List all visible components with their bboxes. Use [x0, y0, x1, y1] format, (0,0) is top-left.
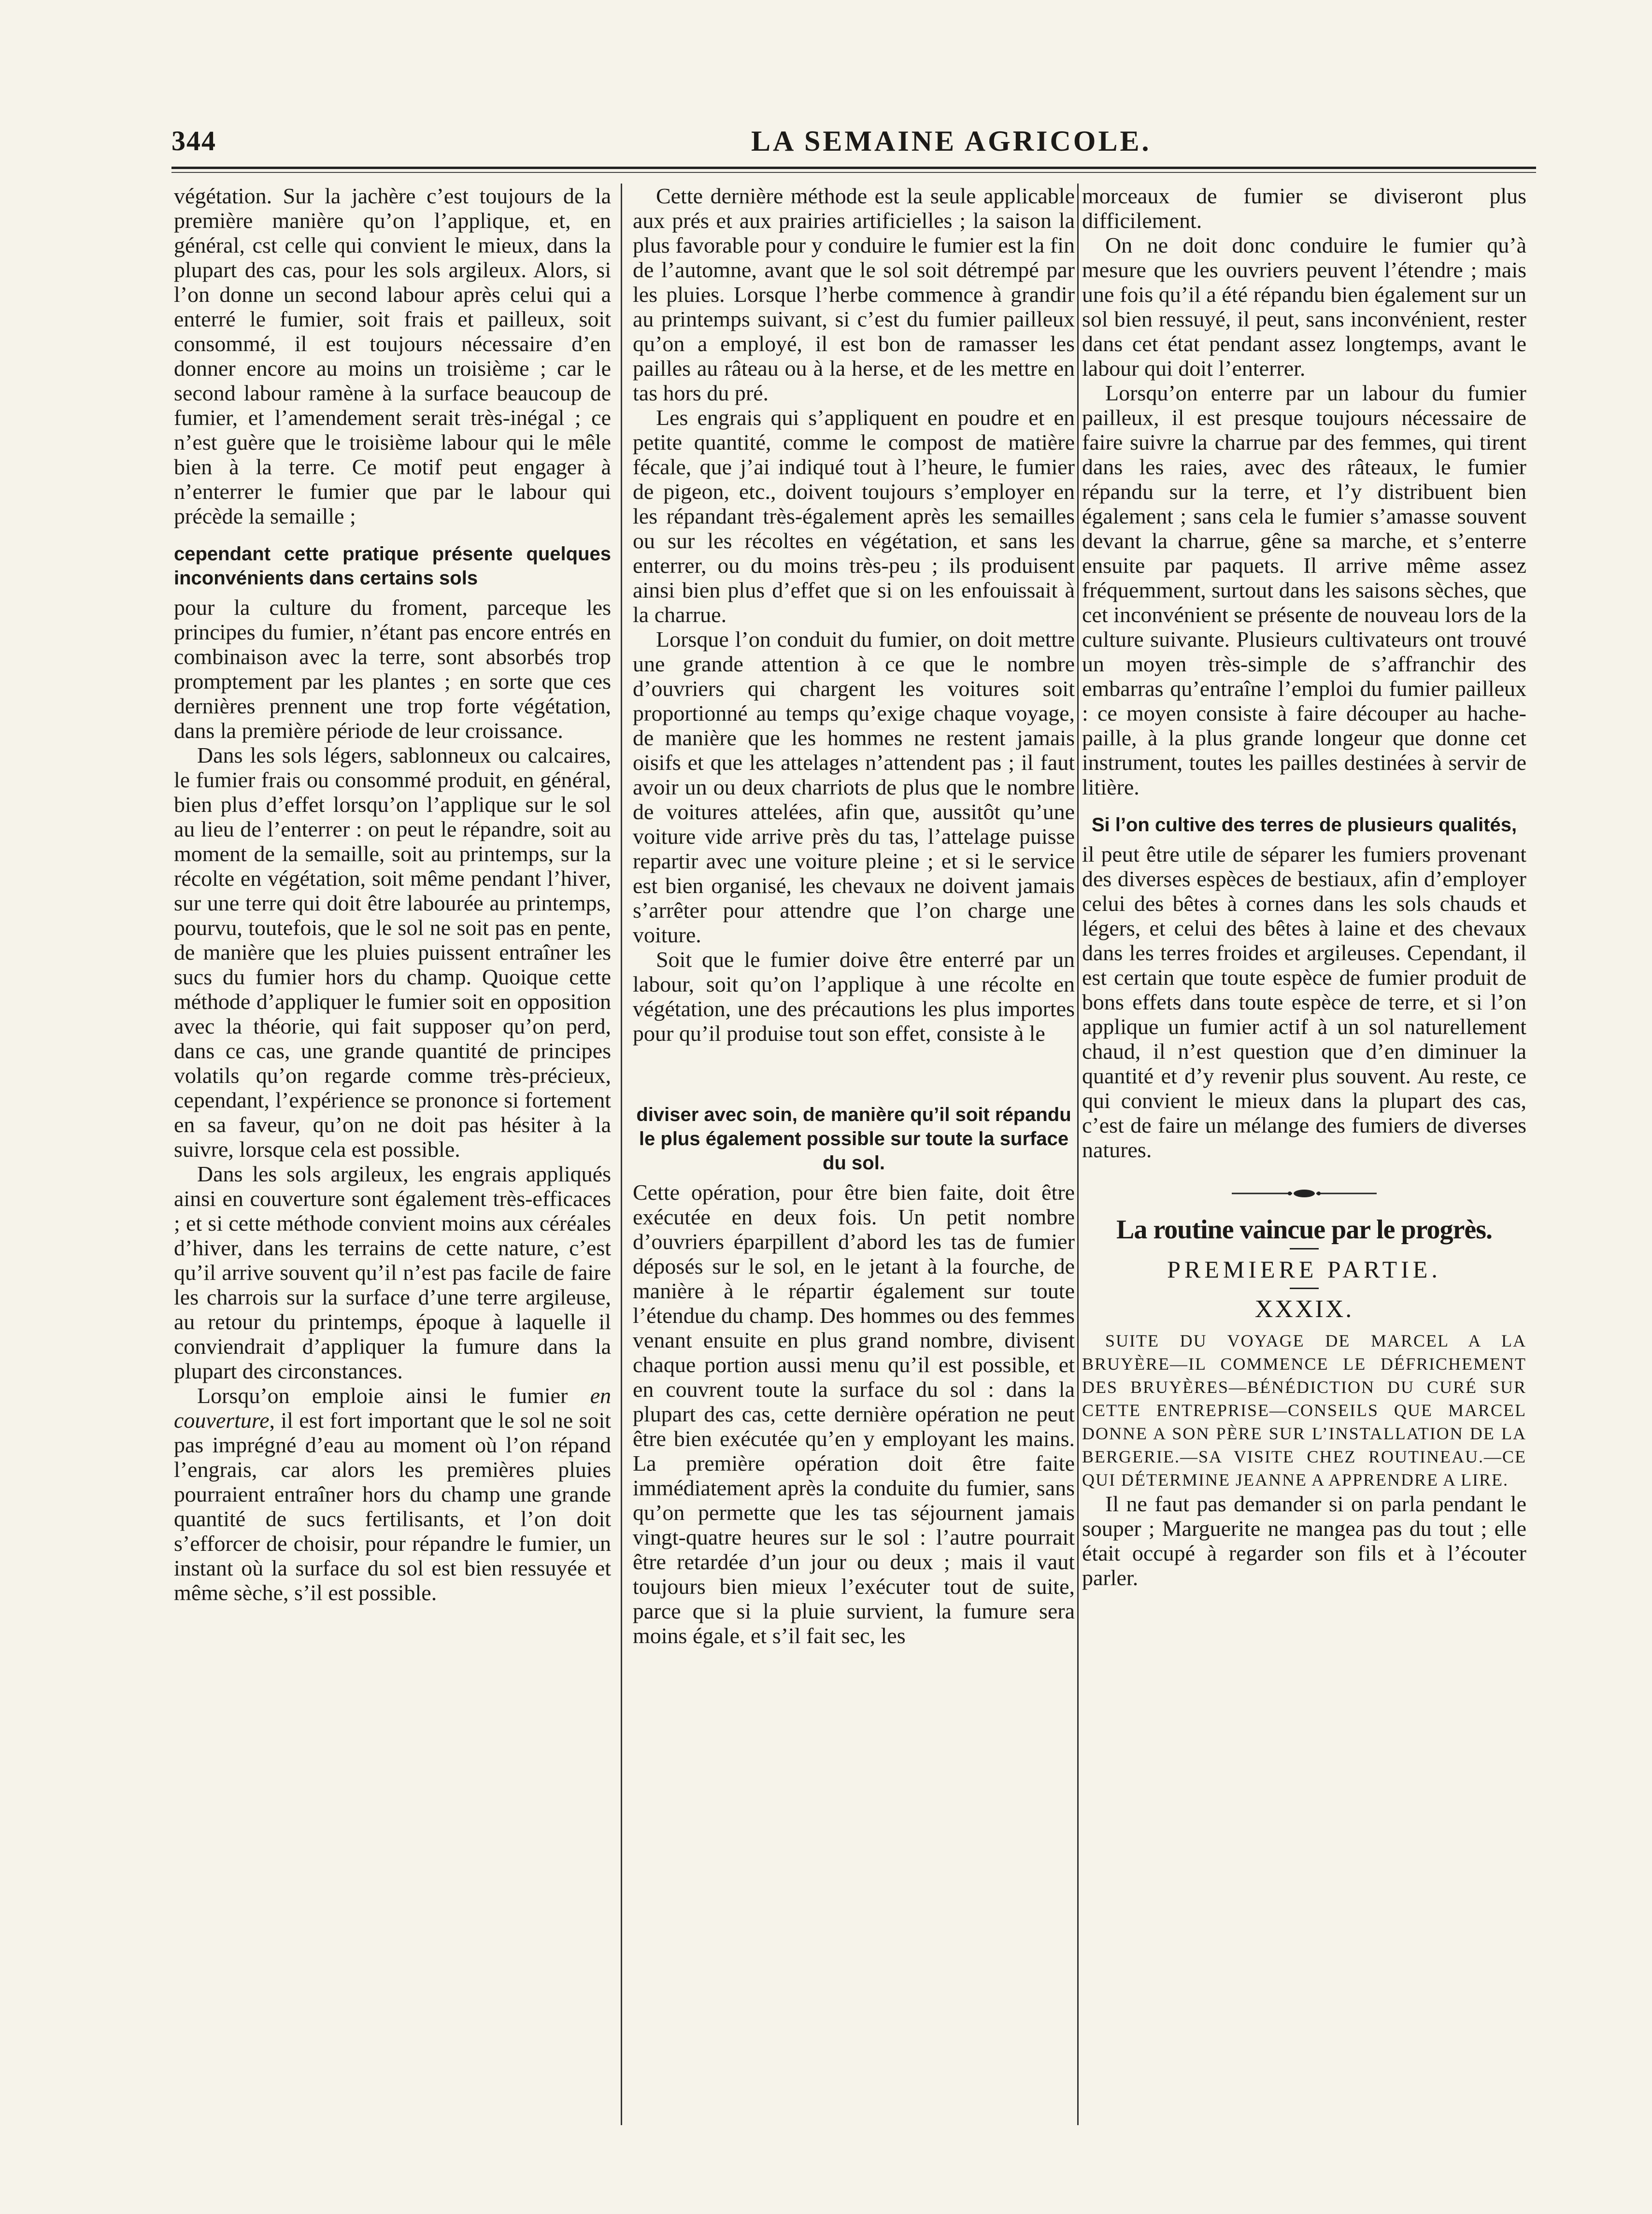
- chapter-number: XXXIX.: [1254, 1295, 1354, 1323]
- text-run: , il est fort important que le sol ne soit pas imprégné d’eau au moment où l’on répand l’engrais, car alors les premières pluies pourraient entraîner hors du champ une grande quantité de sucs fertilisants, et l’on doit s’efforcer de choisir, pour répandre le fumier, un instant où la surface du sol est bien ressuyée et même sèche, s’il est possible.: [174, 1408, 611, 1605]
- column-right: [1082, 184, 1526, 2125]
- paragraph: végétation. Sur la jachère c’est toujours de la première manière qu’on l’applique, et, en général, cst celle qui convient le mieux, dans la plupart des cas, pour les sols argileux. Alors, si l’on donne un second labour après celui qui a enterré le fumier, soit frais et pailleux, soit consommé, il est toujours nécessaire d’en donner encore au moins un troisième ; car le second labour ramène à la surface beaucoup de fumier, et l’amendement serait très-inégal ; ce n’est guère que le troisième labour qui le mêle bien à la terre. Ce motif peut engager à n’enterrer le fumier que par le labour qui précède la semaille ;: [174, 184, 611, 528]
- italic-term: en couverture: [174, 1383, 611, 1433]
- paragraph: Dans les sols argileux, les engrais appliqués ainsi en couverture sont également très-efficaces ; et si cette méthode convient moins aux céréales d’hiver, dans les terrains de cette nature, c’est qu’il arrive souvent qu’il n’est pas facile de faire les charrois sur la surface d’une terre argileuse, au retour du printemps, époque à laquelle il conviendrait d’appliquer la fumure dans la plupart des circonstances.: [174, 1162, 611, 1383]
- journal-title: LA SEMAINE AGRICOLE.: [751, 125, 1152, 157]
- paragraph: morceaux de fumier se diviseront plus difficilement.: [1082, 184, 1526, 233]
- paragraph: [174, 1383, 611, 1605]
- chapter-summary: SUITE DU VOYAGE DE MARCEL A LA BRUYÈRE—IL COMMENCE LE DÉFRICHEMENT DES BRUYÈRES—BÉNÉDICTION DU CURÉ SUR CETTE ENTREPRISE—CONSEILS QUE MARCEL DONNE A SON PÈRE SUR L’INSTALLATION DE LA BERGERIE.—SA VISITE CHEZ ROUTINEAU.—CE QUI DÉTERMINE JEANNE A APPRENDRE A LIRE.: [1082, 1331, 1526, 1490]
- section-heading: cependant cette pratique présente quelques inconvénients dans certains sols: [174, 543, 611, 589]
- header-rule: [171, 167, 1536, 169]
- paragraph: il peut être utile de séparer les fumiers provenant des diverses espèces de bestiaux, afin d’employer celui des bêtes à cornes dans les sols chauds et légers, et celui des bêtes à laine et des chevaux dans les terres froides et argileuses. Cependant, il est certain que toute espèce de fumier produit de bons effets dans toute espèce de terre, et si l’on applique un fumier actif à un sol naturellement chaud, il n’est question que d’en diminuer la quantité et d’y revenir plus souvent. Au reste, ce qui convient le mieux dans la plupart des cas, c’est de faire un mélange des fumiers de diverses natures.: [1082, 842, 1526, 1162]
- paragraph: Lorsque l’on conduit du fumier, on doit mettre une grande attention à ce que le nombre d’ouvriers qui chargent les voitures soit proportionné au temps qu’exige chaque voyage, de manière que les hommes ne restent jamais oisifs et que les attelages n’attendent pas ; il faut avoir un ou deux charriots de plus que le nombre de voitures attelées, afin que, aussitôt qu’une voiture vide arrive près du tas, l’attelage puisse repartir avec une voiture pleine ; et si le service est bien organisé, les chevaux ne doivent jamais s’arrêter pour attendre que l’on charge une voiture.: [633, 627, 1075, 947]
- paragraph: pour la culture du froment, parceque les principes du fumier, n’étant pas encore entrés en combinaison avec la terre, sont absorbés trop promptement par les plantes ; en sorte que ces dernières prennent une trop forte végétation, dans la première période de leur croissance.: [174, 595, 611, 743]
- short-rule: [1290, 1248, 1319, 1249]
- section-heading: diviser avec soin, de manière qu’il soit répandu le plus également possible sur toute la surface du sol.: [636, 1104, 1071, 1174]
- column-left: [174, 184, 611, 2125]
- section-heading: Si l’on cultive des terres de plusieurs qualités,: [1091, 814, 1517, 836]
- ornament-divider-icon: [1082, 1178, 1526, 1203]
- paragraph: Les engrais qui s’appliquent en poudre et en petite quantité, comme le compost de matière fécale, que j’ai indiqué tout à l’heure, le fumier de pigeon, etc., doivent toujours s’employer en les répandant très-également après les semailles ou sur les récoltes en végétation, et sans les enterrer, ou du moins très-peu ; ils produisent ainsi bien plus d’effet que si on les enfouissait à la charrue.: [633, 405, 1075, 627]
- paragraph: Dans les sols légers, sablonneux ou calcaires, le fumier frais ou consommé produit, en général, bien plus d’effet lorsqu’on l’applique sur le sol au lieu de l’enterrer : on peut le répandre, soit au moment de la semaille, soit au printemps, sur la récolte en végétation, soit même pendant l’hiver, sur une terre qui doit être labourée au printemps, pourvu, toutefois, que le sol ne soit pas en pente, de manière que les pluies puissent entraîner les sucs du fumier hors du champ. Quoique cette méthode d’appliquer le fumier soit en opposition avec la théorie, qui fait supposer qu’on perd, dans ce cas, une grande quantité de principes volatils qu’on regarde comme très-précieux, cependant, l’expérience se prononce si fortement en sa faveur, qu’on ne doit pas hésiter à la suivre, lorsque cela est possible.: [174, 743, 611, 1162]
- header-rule-thin: [171, 172, 1536, 173]
- paragraph: Cette dernière méthode est la seule applicable aux prés et aux prairies artificielles ; la saison la plus favorable pour y conduire le fumier est la fin de l’automne, avant que le sol soit détrempé par les pluies. Lorsque l’herbe commence à grandir au printemps suivant, si c’est du fumier pailleux qu’on a employé, il est bon de ramasser les pailles au râteau ou à la herse, et de les mettre en tas hors du pré.: [633, 184, 1075, 405]
- paragraph: Lorsqu’on enterre par un labour du fumier pailleux, il est presque toujours nécessaire de faire suivre la charrue par des femmes, qui tirent dans les raies, avec des râteaux, le fumier répandu sur la terre, et l’y distribuent bien également ; sans cela le fumier s’amasse souvent devant la charrue, gêne sa marche, et s’enterre ensuite par paquets. Il arrive même assez fréquemment, surtout dans les saisons sèches, que cet inconvénient se présente de nouveau lors de la culture suivante. Plusieurs cultivateurs ont trouvé un moyen très-simple de s’affranchir des embarras qu’entraîne l’emploi du fumier pailleux : ce moyen consiste à faire découper au hache-paille, à la plus grande longeur que donne cet instrument, toutes les pailles destinées à servir de litière.: [1082, 381, 1526, 799]
- column-divider: [621, 184, 622, 2125]
- page-number: 344: [171, 125, 216, 156]
- paragraph: Il ne faut pas demander si on parla pendant le souper ; Marguerite ne mangea pas du tout ; elle était occupé à regarder son fils et à l’écouter parler.: [1082, 1491, 1526, 1590]
- chapter-title: La routine vaincue par le progrès.: [1116, 1215, 1492, 1245]
- page-header: [171, 125, 1536, 161]
- short-rule: [1290, 1288, 1319, 1289]
- paragraph: Soit que le fumier doive être enterré par un labour, soit qu’on l’applique à une récolte en végétation, une des précautions les plus importes pour qu’il produise tout son effet, consiste à le: [633, 947, 1075, 1046]
- text-run: Lorsqu’on emploie ainsi le fumier: [197, 1383, 590, 1408]
- column-middle: [633, 184, 1075, 2125]
- spacer: [633, 1046, 1075, 1089]
- paragraph: On ne doit donc conduire le fumier qu’à mesure que les ouvriers peuvent l’étendre ; mais une fois qu’il a été répandu bien également sur un sol bien ressuyé, il peut, sans inconvénient, rester dans cet état pendant assez longtemps, avant le labour qui doit l’enterrer.: [1082, 233, 1526, 381]
- paragraph: Cette opération, pour être bien faite, doit être exécutée en deux fois. Un petit nombre d’ouvriers éparpillent d’abord les tas de fumier déposés sur le sol, en le jetant à la fourche, de manière à le répartir également sur toute l’étendue du champ. Des hommes ou des femmes venant ensuite en plus grand nombre, divisent chaque portion aussi menu qu’il est possible, et en couvrent toute la surface du sol : dans la plupart des cas, cette dernière opération ne peut être bien exécutée qu’en y employant les mains. La première opération doit être faite immédiatement après la conduite du fumier, sans qu’on permette que les tas séjournent jamais vingt-quatre heures sur le sol : l’autre pourrait être retardée d’un jour ou deux ; mais il vaut toujours bien mieux l’exécuter tout de suite, parce que si la pluie survient, la fumure sera moins égale, et s’il fait sec, les: [633, 1180, 1075, 1648]
- column-divider: [1077, 184, 1079, 2125]
- part-title: PREMIERE PARTIE.: [1167, 1256, 1441, 1283]
